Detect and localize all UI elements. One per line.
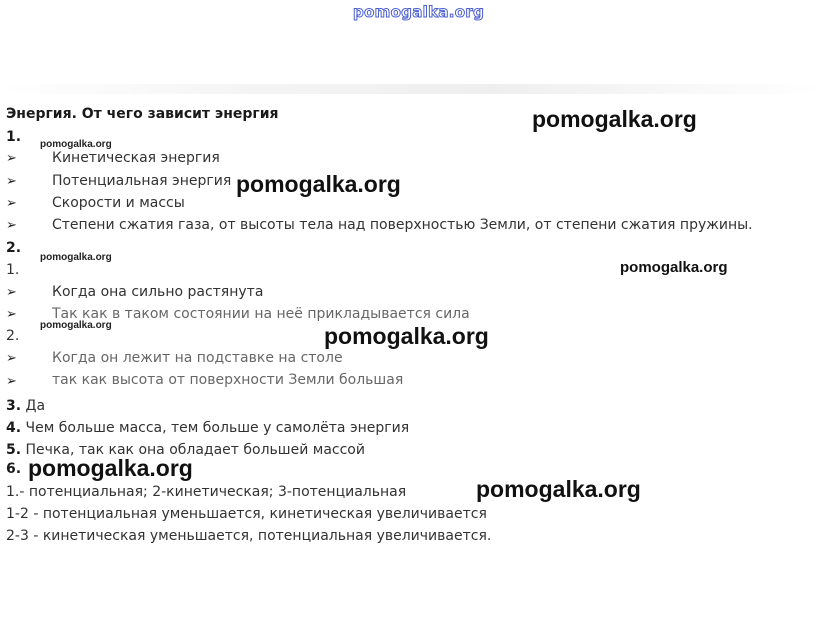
q1-item-4: Степени сжатия газа, от высоты тела над поверхностью Земли, от степени сжатия пружины. (52, 217, 753, 233)
bullet-icon: ➢ (6, 151, 17, 166)
bullet-icon: ➢ (6, 374, 17, 389)
q1-item-3: Скорости и массы (52, 195, 185, 211)
q6-line-1: 1.- потенциальная; 2-кинетическая; 3-потенциальная (6, 484, 407, 500)
question-4-text: Чем больше масса, тем больше у самолёта энергия (21, 420, 410, 436)
q2-sub-2: 2. (6, 328, 20, 344)
watermark: pomogalka.org (476, 476, 641, 502)
bullet-icon: ➢ (6, 218, 17, 233)
watermark: pomogalka.org (236, 171, 401, 197)
q1-item-2: Потенциальная энергия (52, 173, 232, 189)
question-2-number: 2. (6, 240, 22, 256)
bullet-icon: ➢ (6, 174, 17, 189)
top-watermark: pomogalka.org (353, 3, 485, 21)
watermark: pomogalka.org (40, 139, 112, 150)
watermark: pomogalka.org (28, 455, 193, 481)
question-3-number: 3. (6, 398, 22, 414)
watermark: pomogalka.org (40, 320, 112, 331)
faded-header-band (0, 84, 823, 94)
q2-sub-1: 1. (6, 262, 20, 278)
question-5-number: 5. (6, 442, 22, 458)
question-4-number: 4. (6, 420, 22, 436)
watermark: pomogalka.org (324, 323, 489, 349)
bullet-icon: ➢ (6, 351, 17, 366)
watermark: pomogalka.org (532, 106, 697, 132)
question-5-text: Печка, так как она обладает большей массой (21, 442, 365, 458)
question-4 (6, 417, 409, 436)
q2-sub1-item-1: Когда она сильно растянута (52, 284, 264, 300)
q2-sub2-item-2: так как высота от поверхности Земли большая (52, 372, 404, 388)
q6-line-3: 2-3 - кинетическая уменьшается, потенциальная увеличивается. (6, 528, 492, 544)
q2-sub2-item-1: Когда он лежит на подставке на столе (52, 350, 343, 366)
question-3-text: Да (21, 398, 46, 414)
bullet-icon: ➢ (6, 285, 17, 300)
q2-sub1-item-2: Так как в таком состоянии на неё прикладывается сила (52, 306, 470, 322)
document-title: Энергия. От чего зависит энергия (6, 106, 279, 122)
bullet-icon: ➢ (6, 196, 17, 211)
bullet-icon: ➢ (6, 307, 17, 322)
q1-item-1: Кинетическая энергия (52, 150, 220, 166)
question-6-number: 6. (6, 461, 22, 477)
q6-line-2: 1-2 - потенциальная уменьшается, кинетическая увеличивается (6, 506, 487, 522)
question-1-number: 1. (6, 129, 22, 145)
watermark: pomogalka.org (40, 252, 112, 263)
question-3 (6, 395, 45, 414)
watermark: pomogalka.org (620, 259, 728, 276)
